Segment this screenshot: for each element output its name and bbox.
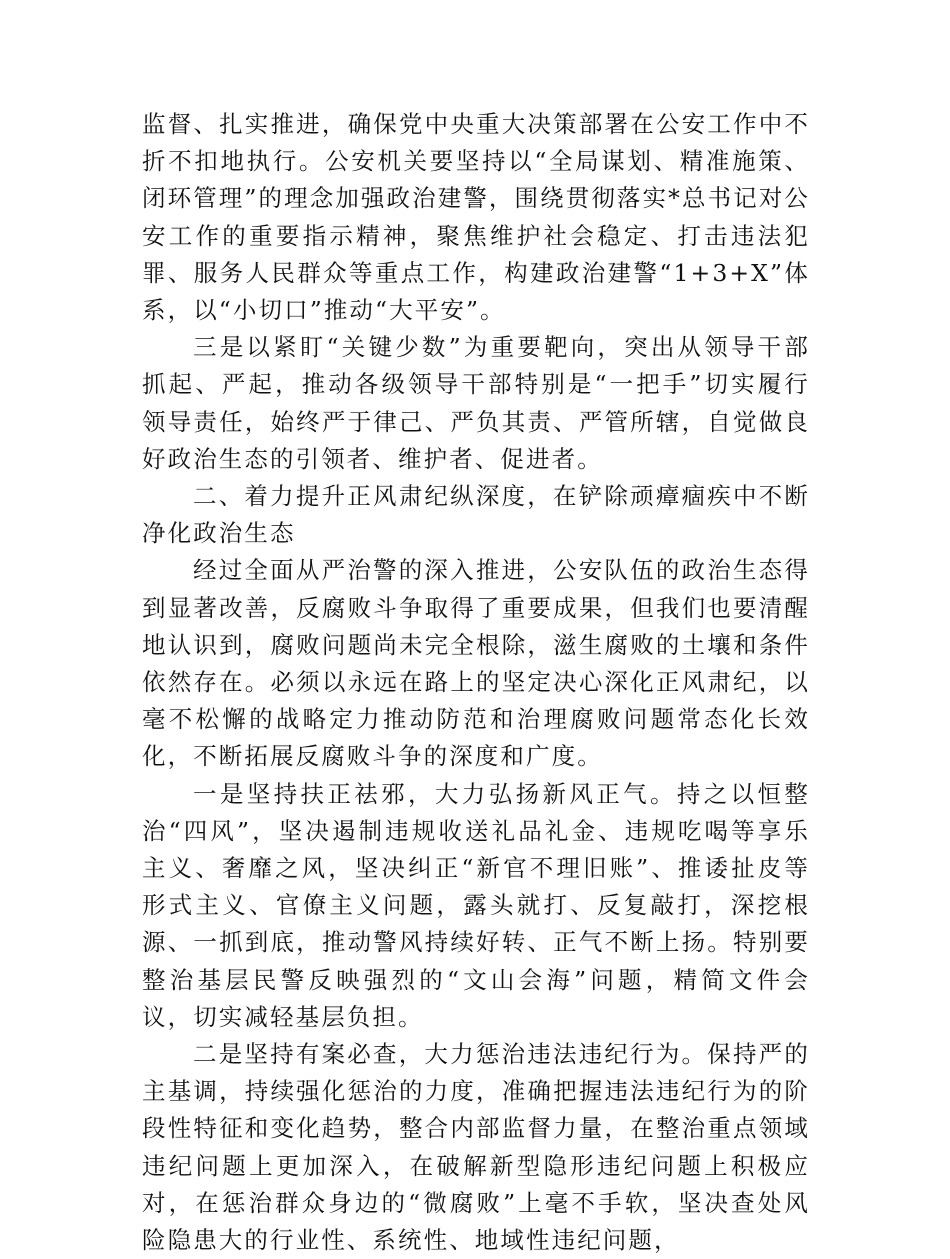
- section-heading-two: 二、着力提升正风肃纪纵深度，在铲除顽瘴痼疾中不断净化政治生态: [142, 482, 810, 548]
- paragraph-point-two: 二是坚持有案必查，大力惩治违法违纪行为。保持严的主基调，持续强化惩治的力度，准确把握违法违纪行为的阶段性特征和变化趋势，整合内部监督力量，在整治重点领域违纪问题上更加深入，在破解新型隐形违纪问题上积极应对，在惩治群众身边的“微腐败”上毫不手软，坚决查处风险隐患大的行业性、系统性、地域性违纪问题，: [142, 1040, 810, 1255]
- paragraph-point-one: 一是坚持扶正祛邪，大力弘扬新风正气。持之以恒整治“四风”，坚决遏制违规收送礼品礼金、违规吃喝等享乐主义、奢靡之风，坚决纠正“新官不理旧账”、推诿扯皮等形式主义、官僚主义问题，露头就打、反复敲打，深挖根源、一抓到底，推动警风持续好转、正气不断上扬。特别要整治基层民警反映强烈的“文山会海”问题，精简文件会议，切实减轻基层负担。: [142, 779, 810, 1031]
- paragraph-key-minority: 三是以紧盯“关键少数”为重要靶向，突出从领导干部抓起、严起，推动各级领导干部特别是“一把手”切实履行领导责任，始终严于律己、严负其责、严管所辖，自觉做良好政治生态的引领者、维护者、促进者。: [142, 333, 810, 473]
- document-page: [142, 106, 810, 1259]
- paragraph-section-intro: 经过全面从严治警的深入推进，公安队伍的政治生态得到显著改善，反腐败斗争取得了重要成果，但我们也要清醒地认识到，腐败问题尚未完全根除，滋生腐败的土壤和条件依然存在。必须以永远在路上的坚定决心深化正风肃纪，以毫不松懈的战略定力推动防范和治理腐败问题常态化长效化，不断拓展反腐败斗争的深度和广度。: [142, 556, 810, 771]
- paragraph-continuation: 监督、扎实推进，确保党中央重大决策部署在公安工作中不折不扣地执行。公安机关要坚持以“全局谋划、精准施策、闭环管理”的理念加强政治建警，围绕贯彻落实*总书记对公安工作的重要指示精神，聚焦维护社会稳定、打击违法犯罪、服务人民群众等重点工作，构建政治建警“1+3+X”体系，以“小切口”推动“大平安”。: [142, 110, 810, 325]
